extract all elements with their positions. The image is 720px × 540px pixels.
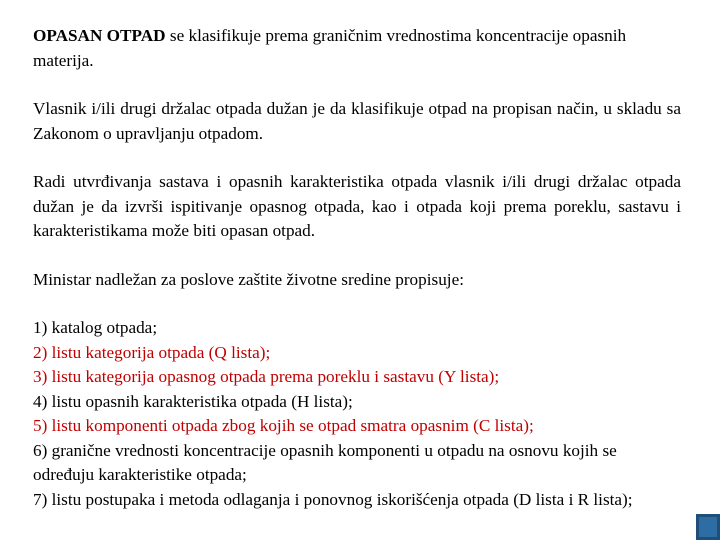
slide-corner-decoration (696, 514, 720, 540)
paragraph-testing: Radi utvrđivanja sastava i opasnih karakteristika otpada vlasnik i/ili drugi držalac otpada dužan je da izvrši ispitivanje opasnog otpada, kao i otpada koji prema poreklu, sastavu i karakteristikama može biti opasan otpad. (33, 172, 681, 240)
list-item: 6) granične vrednosti koncentracije opasnih komponenti u otpadu na osnovu kojih se određuju karakteristike otpada; (33, 440, 617, 484)
paragraph-owner-duty: Vlasnik i/ili drugi držalac otpada dužan je da klasifikuje otpad na propisan način, u skladu sa Zakonom o upravljanju otpadom. (33, 99, 681, 143)
document-body (33, 24, 681, 512)
paragraph-intro (33, 24, 681, 73)
slide-corner-square (699, 517, 717, 537)
regulation-list (33, 316, 681, 512)
paragraph-intro-text: se klasifikuje prema graničnim vrednostima koncentracije opasnih materija. (33, 26, 627, 70)
list-item: 5) listu komponenti otpada zbog kojih se otpad smatra opasnim (C lista); (33, 416, 534, 435)
term-opasan-otpad: OPASAN OTPAD (33, 26, 166, 45)
list-item: 7) listu postupaka i metoda odlaganja i ponovnog iskorišćenja otpada (D lista i R lista); (33, 489, 633, 509)
list-item: 4) listu opasnih karakteristika otpada (H lista); (33, 391, 353, 411)
list-item: 3) listu kategorija opasnog otpada prema poreklu i sastavu (Y lista); (33, 367, 500, 386)
paragraph-minister: Ministar nadležan za poslove zaštite životne sredine propisuje: (33, 269, 464, 289)
list-item: 1) katalog otpada; (33, 318, 158, 337)
list-item: 2) listu kategorija otpada (Q lista); (33, 342, 271, 362)
